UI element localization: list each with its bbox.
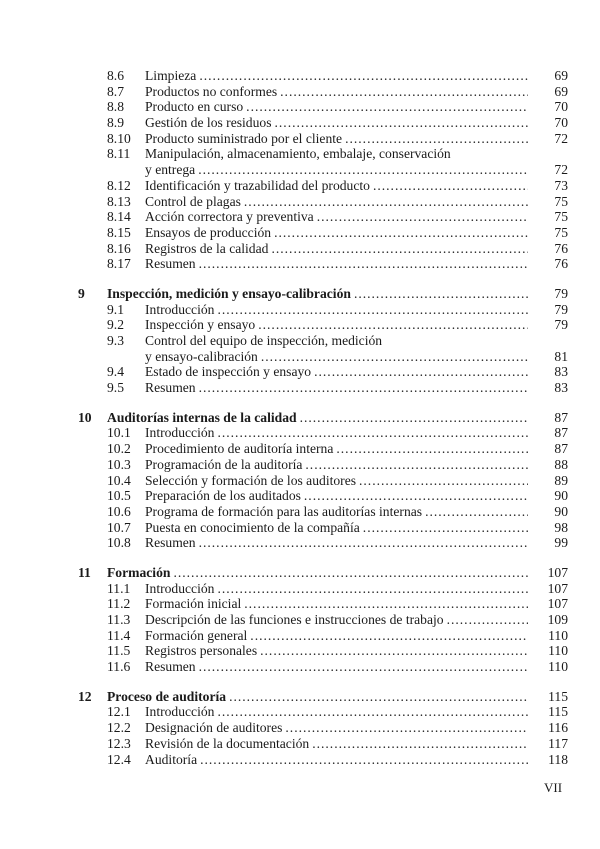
- entry-page: 116: [548, 720, 568, 736]
- toc-section-entry: [78, 178, 568, 194]
- toc-section-entry: [78, 581, 568, 597]
- entry-title: Control de plagas: [145, 193, 241, 209]
- entry-title: Producto en curso: [145, 99, 244, 115]
- entry-title: y ensayo-calibración: [145, 348, 258, 364]
- dot-leader: [345, 131, 528, 147]
- entry-number: 11.3: [107, 612, 131, 627]
- dot-leader: [336, 441, 528, 457]
- dot-leader: [260, 643, 528, 659]
- toc-section-entry: [78, 380, 568, 396]
- entry-title: Auditoría: [145, 751, 198, 767]
- dot-leader: [217, 704, 528, 720]
- toc-chapter-entry: [78, 565, 568, 581]
- toc-section-entry: [78, 441, 568, 457]
- dot-leader: [217, 425, 528, 441]
- dot-leader: [274, 225, 528, 241]
- entry-page: 76: [554, 256, 568, 272]
- entry-number: 12.1: [107, 704, 131, 720]
- entry-title: Selección y formación de los auditores: [145, 472, 357, 488]
- entry-page: 79: [554, 317, 568, 333]
- entry-title: Preparación de los auditados: [145, 488, 301, 504]
- entry-number: 9.3: [107, 333, 124, 348]
- entry-page: 79: [554, 301, 568, 317]
- entry-number: 9.4: [107, 364, 124, 380]
- toc-chapter-entry: [78, 286, 568, 302]
- entry-page: 115: [548, 688, 568, 704]
- entry-title: Formación general: [145, 627, 248, 643]
- toc-section-entry: [78, 720, 568, 736]
- page-number: VII: [544, 780, 563, 795]
- entry-page: 89: [554, 472, 568, 488]
- entry-title: Formación: [107, 564, 171, 580]
- entry-page: 107: [547, 596, 568, 612]
- entry-title: Resumen: [145, 535, 196, 551]
- entry-page: 87: [554, 425, 568, 441]
- toc-section-entry: [78, 704, 568, 720]
- entry-number: 8.17: [107, 256, 131, 272]
- dot-leader: [304, 488, 528, 504]
- entry-title: Designación de auditores: [145, 720, 283, 736]
- entry-number: 12.3: [107, 735, 131, 751]
- dot-leader: [199, 659, 528, 675]
- entry-title: Resumen: [145, 256, 196, 272]
- toc-chapter-entry: [78, 410, 568, 426]
- entry-page: 107: [547, 564, 568, 580]
- toc-section-entry: [78, 535, 568, 551]
- entry-number: 12: [78, 688, 92, 704]
- entry-page: 87: [554, 409, 568, 425]
- entry-number: 10.5: [107, 488, 131, 504]
- toc-section-entry: [78, 84, 568, 100]
- toc-section-entry: [78, 659, 568, 675]
- toc-section-entry: [78, 612, 568, 628]
- dot-leader: [217, 302, 528, 318]
- entry-page: 72: [554, 130, 568, 146]
- entry-number: 8.13: [107, 193, 131, 209]
- toc-section-entry: [78, 736, 568, 752]
- dot-leader: [199, 380, 528, 396]
- dot-leader: [373, 178, 528, 194]
- toc-section-entry: [78, 209, 568, 225]
- entry-page: 90: [554, 503, 568, 519]
- dot-leader: [244, 596, 528, 612]
- toc-chapter-entry: [78, 689, 568, 705]
- entry-title: Estado de inspección y ensayo: [145, 364, 312, 380]
- toc-section-entry: [78, 68, 568, 84]
- dot-leader: [200, 752, 528, 768]
- table-of-contents: [78, 68, 568, 767]
- toc-section-entry: [78, 643, 568, 659]
- entry-number: 8.9: [107, 115, 124, 131]
- entry-number: 8.6: [107, 68, 124, 83]
- toc-section-entry: [78, 99, 568, 115]
- entry-number: 9: [78, 285, 85, 301]
- dot-leader: [363, 520, 528, 536]
- entry-page: 81: [554, 348, 568, 364]
- entry-number: 10.8: [107, 535, 131, 551]
- entry-title: Revisión de la documentación: [145, 735, 310, 751]
- entry-title: Auditorías internas de la calidad: [107, 409, 297, 425]
- entry-number: 10.2: [107, 441, 131, 457]
- entry-number: 8.12: [107, 177, 131, 193]
- entry-number: 11.4: [107, 627, 131, 643]
- entry-page: 118: [548, 751, 568, 767]
- entry-title: Introducción: [145, 425, 215, 441]
- entry-number: 12.2: [107, 720, 131, 736]
- entry-page: 73: [554, 177, 568, 193]
- entry-title: Formación inicial: [145, 596, 242, 612]
- dot-leader: [199, 68, 528, 84]
- entry-number: 11.6: [107, 659, 131, 675]
- dot-leader: [244, 194, 528, 210]
- entry-page: 110: [548, 659, 568, 675]
- entry-page: 107: [547, 580, 568, 596]
- toc-section-entry: [78, 225, 568, 241]
- entry-page: 69: [554, 83, 568, 99]
- entry-title: Proceso de auditoría: [107, 688, 227, 704]
- toc-section-entry: [78, 520, 568, 536]
- entry-title: Productos no conformes: [145, 83, 278, 99]
- dot-leader: [271, 241, 528, 257]
- entry-number: 10.1: [107, 425, 131, 441]
- entry-title: Resumen: [145, 380, 196, 396]
- entry-title: Acción correctora y preventiva: [145, 209, 314, 225]
- entry-title: Procedimiento de auditoría interna: [145, 441, 334, 457]
- dot-leader: [354, 286, 528, 302]
- dot-leader: [280, 84, 528, 100]
- entry-title: Inspección y ensayo: [145, 317, 256, 333]
- entry-page: 76: [554, 240, 568, 256]
- entry-page: 109: [547, 612, 568, 627]
- toc-section-entry: [78, 317, 568, 333]
- entry-page: 110: [548, 627, 568, 643]
- entry-title: Descripción de las funciones e instrucciones de trabajo: [145, 612, 444, 627]
- toc-section-entry: [78, 146, 568, 162]
- dot-leader: [275, 115, 529, 131]
- toc-section-entry: [78, 488, 568, 504]
- dot-leader: [217, 581, 528, 597]
- entry-number: 10.7: [107, 519, 131, 535]
- dot-leader: [359, 473, 528, 489]
- toc-section-entry: [78, 333, 568, 349]
- entry-number: 8.7: [107, 83, 124, 99]
- dot-leader: [198, 162, 528, 178]
- entry-title: Ensayos de producción: [145, 224, 272, 240]
- toc-section-entry: [78, 596, 568, 612]
- entry-page: 72: [554, 162, 568, 178]
- dot-leader: [317, 209, 528, 225]
- entry-page: 75: [554, 193, 568, 209]
- entry-number: 10.6: [107, 503, 131, 519]
- toc-section-entry: [78, 504, 568, 520]
- entry-page: 79: [554, 285, 568, 301]
- entry-number: 8.10: [107, 130, 131, 146]
- entry-number: 10.3: [107, 456, 131, 472]
- entry-title: Introducción: [145, 580, 215, 596]
- dot-leader: [246, 99, 528, 115]
- entry-title: Identificación y trazabilidad del producto: [145, 177, 370, 193]
- entry-title: Puesta en conocimiento de la compañía: [145, 519, 360, 535]
- toc-section-entry: [78, 241, 568, 257]
- entry-title: Registros de la calidad: [145, 240, 269, 256]
- entry-page: 117: [548, 735, 568, 751]
- entry-page: 99: [554, 535, 568, 551]
- dot-leader: [199, 535, 528, 551]
- dot-leader: [305, 457, 528, 473]
- toc-section-entry: [78, 194, 568, 210]
- entry-page: 75: [554, 209, 568, 225]
- entry-number: 11.5: [107, 643, 131, 659]
- entry-title: Programación de la auditoría: [145, 456, 303, 472]
- entry-title: y entrega: [145, 162, 196, 178]
- dot-leader: [229, 689, 528, 705]
- entry-number: 12.4: [107, 751, 131, 767]
- entry-number: 8.15: [107, 224, 131, 240]
- dot-leader: [285, 720, 528, 736]
- entry-page: 110: [548, 643, 568, 659]
- entry-title: Manipulación, almacenamiento, embalaje, conservación: [145, 146, 451, 162]
- entry-title: Control del equipo de inspección, medición: [145, 333, 383, 348]
- entry-title: Producto suministrado por el cliente: [145, 130, 343, 146]
- entry-title: Introducción: [145, 704, 215, 720]
- entry-page: 70: [554, 115, 568, 131]
- entry-number: 8.8: [107, 99, 124, 115]
- dot-leader: [261, 349, 528, 365]
- dot-leader: [199, 256, 528, 272]
- entry-number: 11: [78, 564, 91, 580]
- toc-section-entry: [78, 364, 568, 380]
- dot-leader: [312, 736, 528, 752]
- entry-page: 83: [554, 364, 568, 380]
- toc-section-entry: [78, 473, 568, 489]
- dot-leader: [258, 317, 528, 333]
- entry-title: Limpieza: [145, 68, 197, 83]
- entry-title: Introducción: [145, 301, 215, 317]
- dot-leader: [300, 410, 528, 426]
- entry-title: Programa de formación para las auditorías internas: [145, 503, 423, 519]
- dot-leader: [425, 504, 528, 520]
- toc-section-entry: [78, 162, 568, 178]
- toc-section-entry: [78, 131, 568, 147]
- entry-number: 8.11: [107, 146, 131, 162]
- toc-section-entry: [78, 115, 568, 131]
- dot-leader: [314, 364, 528, 380]
- entry-number: 9.5: [107, 380, 124, 396]
- entry-number: 10.4: [107, 472, 131, 488]
- entry-number: 11.1: [107, 580, 131, 596]
- toc-section-entry: [78, 256, 568, 272]
- entry-page: 87: [554, 441, 568, 457]
- toc-section-entry: [78, 628, 568, 644]
- entry-title: Resumen: [145, 659, 196, 675]
- entry-page: 90: [554, 488, 568, 504]
- entry-number: 11.2: [107, 596, 131, 612]
- entry-page: 69: [554, 68, 568, 83]
- entry-title: Gestión de los residuos: [145, 115, 272, 131]
- toc-section-entry: [78, 457, 568, 473]
- dot-leader: [447, 612, 528, 628]
- entry-title: Registros personales: [145, 643, 258, 659]
- entry-number: 9.2: [107, 317, 124, 333]
- toc-section-entry: [78, 349, 568, 365]
- entry-page: 75: [554, 224, 568, 240]
- dot-leader: [250, 628, 528, 644]
- entry-page: 88: [554, 456, 568, 472]
- entry-page: 115: [548, 704, 568, 720]
- entry-title: Inspección, medición y ensayo-calibración: [107, 285, 351, 301]
- entry-number: 8.14: [107, 209, 131, 225]
- toc-section-entry: [78, 302, 568, 318]
- entry-number: 9.1: [107, 301, 124, 317]
- entry-page: 98: [554, 519, 568, 535]
- entry-page: 83: [554, 380, 568, 396]
- toc-section-entry: [78, 752, 568, 768]
- entry-page: 70: [554, 99, 568, 115]
- entry-number: 8.16: [107, 240, 131, 256]
- dot-leader: [173, 565, 528, 581]
- entry-number: 10: [78, 409, 92, 425]
- toc-section-entry: [78, 425, 568, 441]
